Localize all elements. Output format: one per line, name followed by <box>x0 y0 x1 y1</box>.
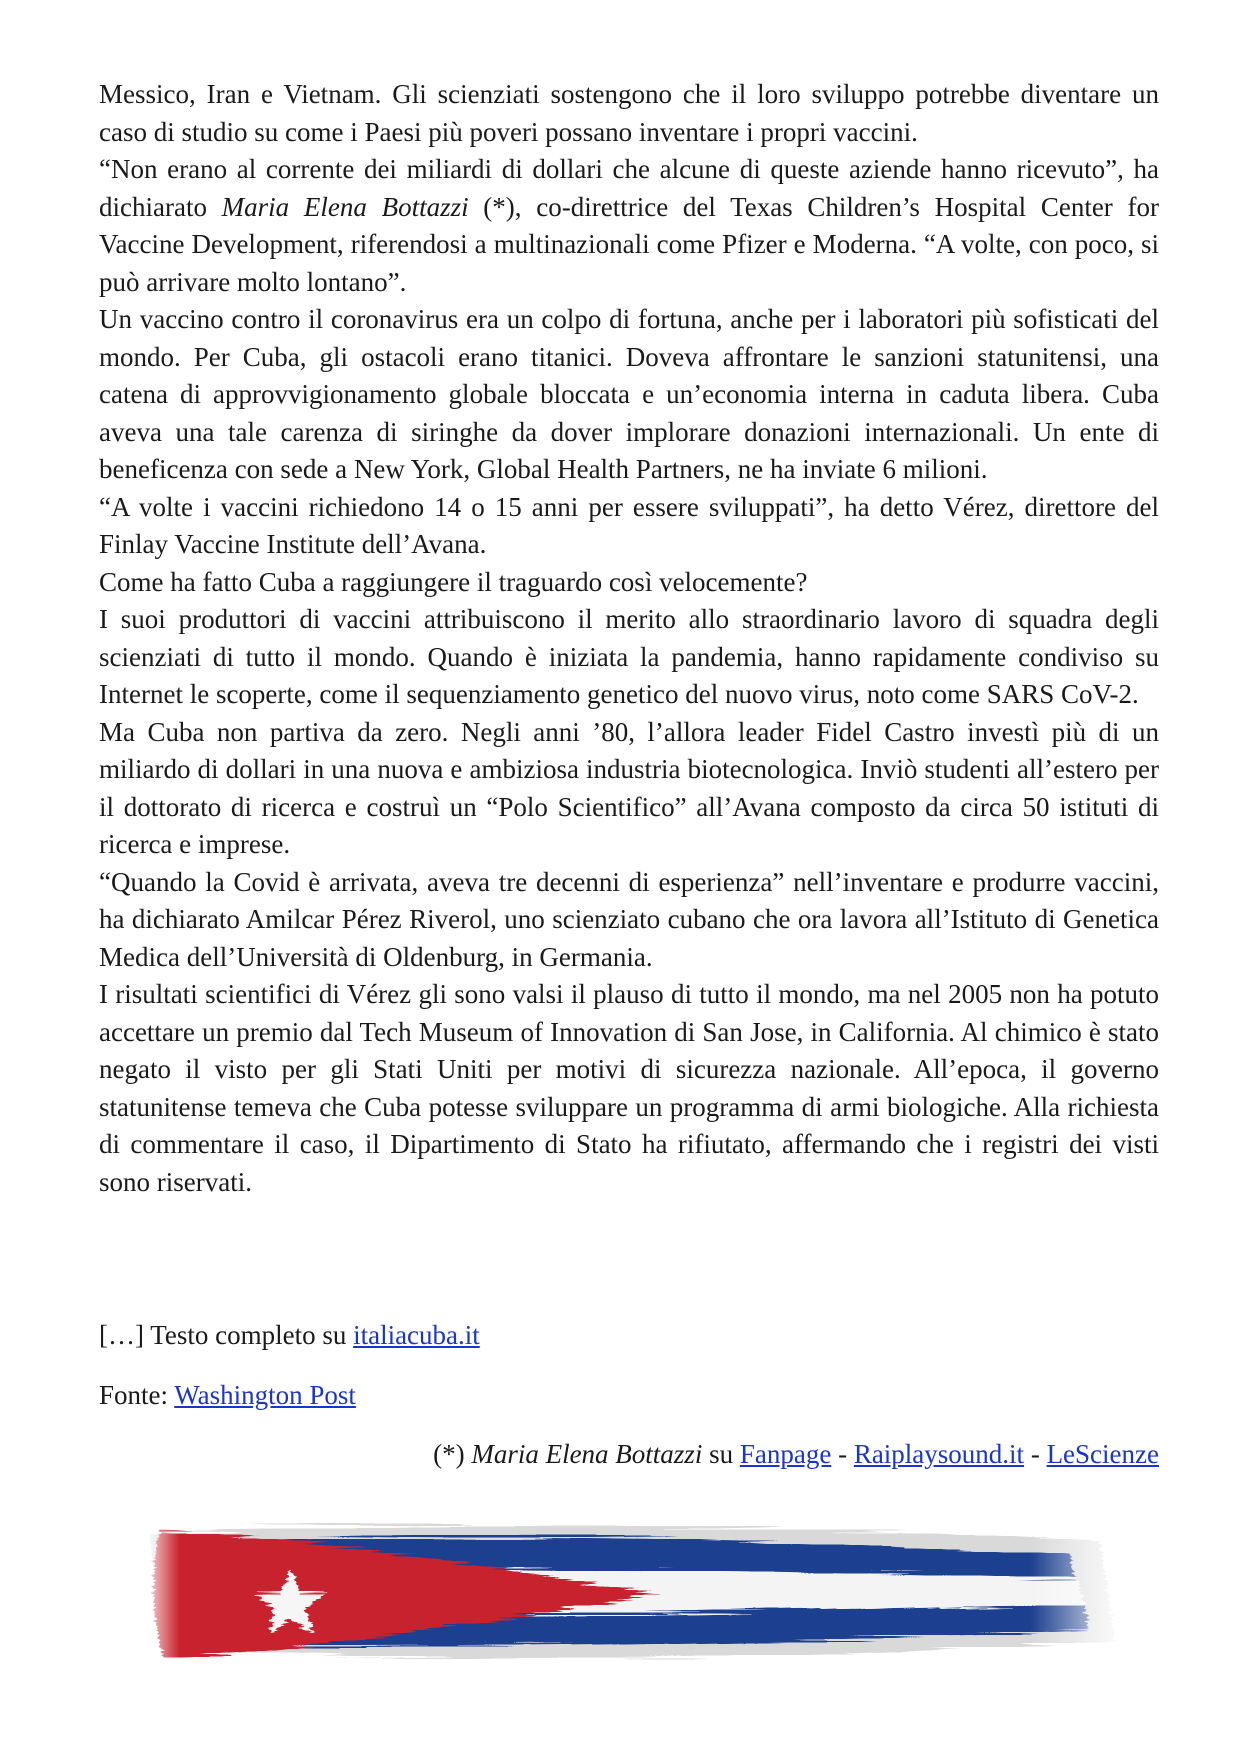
source-prefix: Fonte: <box>99 1380 175 1410</box>
paragraph-1: Messico, Iran e Vietnam. Gli scienziati sostengono che il loro sviluppo potrebbe diventare un caso di studio su come i Paesi più poveri possano inventare i propri vaccini. <box>99 79 1159 147</box>
paragraph-2-end: (*), co-direttrice del Texas Children’s Hospital Center for Vaccine Development, riferendosi a multinazionali come Pfizer e Moderna. “A volte, con poco, si può arrivare molto lontano”. <box>99 191 1159 297</box>
paragraph-6: I suoi produttori di vaccini attribuiscono il merito allo straordinario lavoro di squadra degli scienziati di tutto il mondo. Quando è iniziata la pandemia, hanno rapidamente condiviso su Internet le scoperte, come il sequenziamento genetico del nuovo virus, noto come SARS CoV-2. <box>99 604 1159 709</box>
person-name-italic: Maria Elena Bottazzi <box>221 191 469 222</box>
footnote-line <box>99 1436 1159 1473</box>
separator: - <box>1024 1439 1047 1469</box>
paragraph-7: Ma Cuba non partiva da zero. Negli anni ’80, l’allora leader Fidel Castro investì più di un miliardo di dollari in una nuova e ambiziosa industria biotecnologica. Inviò studenti all’estero per il dottorato di ricerca e costruì un “Polo Scientifico” all’Avana composto da circa 50 istituti di ricerca e imprese. <box>99 716 1159 859</box>
footnote-marker: (*) <box>433 1439 472 1469</box>
footnote-name: Maria Elena Bottazzi <box>471 1439 703 1469</box>
article-body <box>99 76 1159 1201</box>
paragraph-8: “Quando la Covid è arrivata, aveva tre decenni di esperienza” nell’inventare e produrre vaccini, ha dichiarato Amilcar Pérez Riverol, uno scienziato cubano che ora lavora all’Istituto di Genetica Medica dell’Università di Oldenburg, in Germania. <box>99 866 1159 972</box>
separator: - <box>831 1439 854 1469</box>
paragraph-2-start: “Non erano al corrente dei miliardi di dollari che alcune di queste aziende hanno ricevuto”, ha dichiarato <box>99 154 1159 222</box>
paragraph-4: “A volte i vaccini richiedono 14 o 15 anni per essere sviluppati”, ha detto Vérez, direttore del Finlay Vaccine Institute dell’Avana. <box>99 491 1159 559</box>
full-text-line <box>99 1317 1159 1354</box>
full-text-prefix: […] Testo completo su <box>99 1320 354 1350</box>
source-line <box>99 1377 1159 1414</box>
paragraph-9: I risultati scientifici di Vérez gli sono valsi il plauso di tutto il mondo, ma nel 2005 non ha potuto accettare un premio dal Tech Museum of Innovation di San Jose, in California. Al chimico è stato negato il visto per gli Stati Uniti per motivi di sicurezza nazionale. All’epoca, il governo statunitense temeva che Cuba potesse sviluppare un programma di armi biologiche. Alla richiesta di commentare il caso, il Dipartimento di Stato ha rifiutato, affermando che i registri dei visti sono riservati. <box>99 979 1159 1197</box>
lescienze-link[interactable]: LeScienze <box>1046 1439 1159 1469</box>
washington-post-link[interactable]: Washington Post <box>174 1380 356 1410</box>
italiacuba-link[interactable]: italiacuba.it <box>353 1320 480 1350</box>
paragraph-5: Come ha fatto Cuba a raggiungere il traguardo così velocemente? <box>99 566 808 597</box>
footnote-su: su <box>702 1439 740 1469</box>
paragraph-3: Un vaccino contro il coronavirus era un colpo di fortuna, anche per i laboratori più sofisticati del mondo. Per Cuba, gli ostacoli erano titanici. Doveva affrontare le sanzioni statunitensi, una catena di approvvigionamento globale bloccata e un’economia interna in caduta libera. Cuba aveva una tale carenza di siringhe da dover implorare donazioni internazionali. Un ente di beneficenza con sede a New York, Global Health Partners, ne ha inviate 6 milioni. <box>99 304 1159 484</box>
paragraph-2 <box>99 151 1159 301</box>
raiplaysound-link[interactable]: Raiplaysound.it <box>853 1439 1025 1469</box>
fanpage-link[interactable]: Fanpage <box>739 1439 832 1469</box>
cuban-flag-icon <box>140 1512 1130 1670</box>
